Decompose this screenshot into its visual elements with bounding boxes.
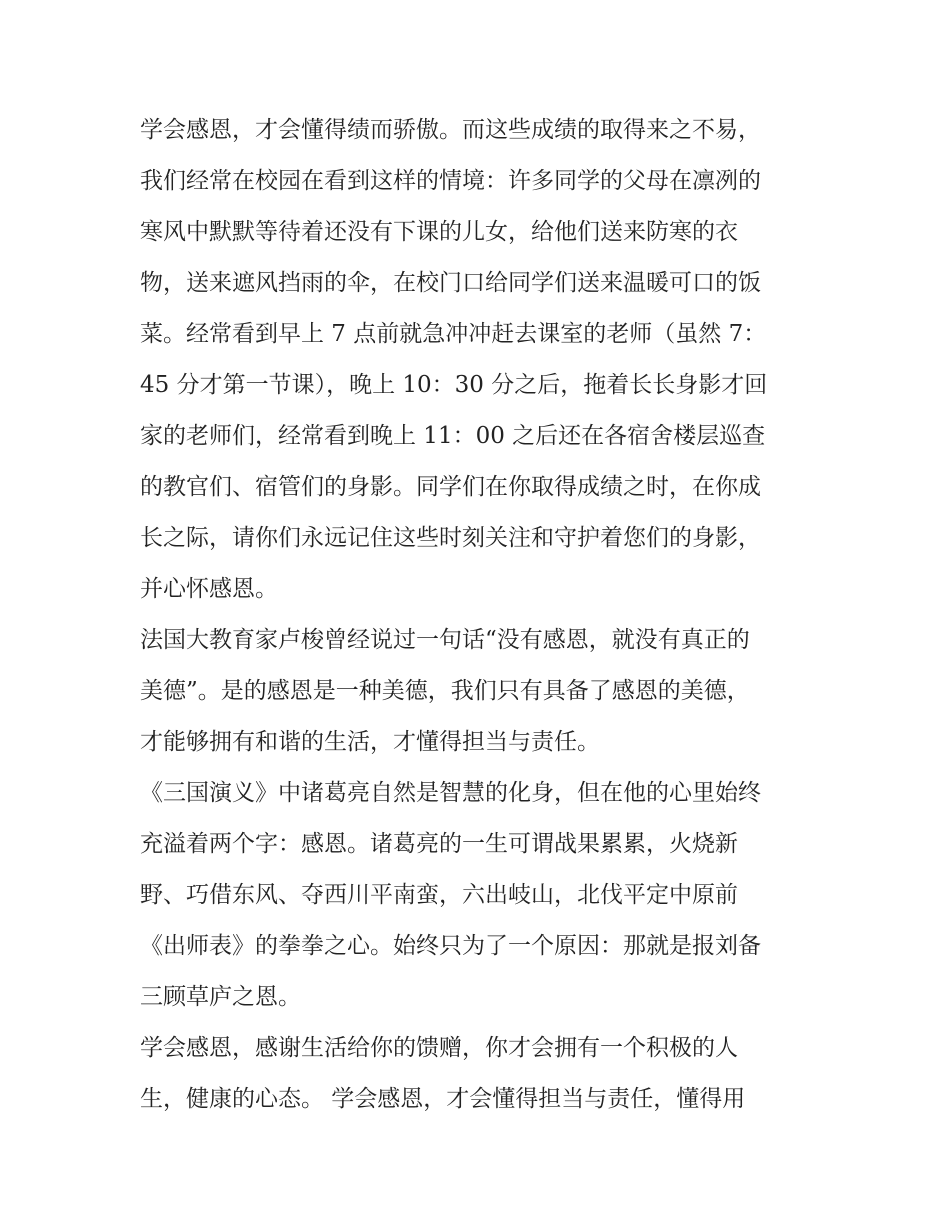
- text-line: 长之际，请你们永远记住这些时刻关注和守护着您们的身影，: [140, 525, 761, 551]
- body-text: [140, 105, 830, 1125]
- text-line: 《出师表》的拳拳之心。始终只为了一个原因：那就是报刘备: [140, 933, 761, 959]
- text-line: 充溢着两个字：感恩。诸葛亮的一生可谓战果累累，火烧新: [140, 831, 738, 857]
- text-line: 生，健康的心态。 学会感恩，才会懂得担当与责任，懂得用: [140, 1086, 746, 1112]
- text-line: 学会感恩，感谢生活给你的馈赠，你才会拥有一个积极的人: [140, 1035, 738, 1061]
- text-line: 野、巧借东风、夺西川平南蛮，六出岐山，北伐平定中原前: [140, 882, 738, 908]
- text-line: 并心怀感恩。: [140, 576, 278, 602]
- text-line: 寒风中默默等待着还没有下课的儿女，给他们送来防寒的衣: [140, 219, 738, 245]
- text-line: 《三国演义》中诸葛亮自然是智慧的化身，但在他的心里始终: [140, 780, 761, 806]
- text-line: 家的老师们，经常看到晚上 11：00 之后还在各宿舍楼层巡查: [140, 423, 766, 449]
- text-line: 菜。经常看到早上 7 点前就急冲冲赶去课室的老师（虽然 7：: [140, 321, 767, 347]
- text-line: 我们经常在校园在看到这样的情境：许多同学的父母在凛冽的: [140, 168, 761, 194]
- text-line: 三顾草庐之恩。: [140, 984, 301, 1010]
- text-line: 的教官们、宿管们的身影。同学们在你取得成绩之时，在你成: [140, 474, 761, 500]
- text-line: 物，送来遮风挡雨的伞，在校门口给同学们送来温暖可口的饭: [140, 270, 761, 296]
- text-line: 法国大教育家卢梭曾经说过一句话“没有感恩，就没有真正的: [140, 627, 750, 653]
- text-line: 才能够拥有和谐的生活，才懂得担当与责任。: [140, 729, 600, 755]
- text-line: 学会感恩，才会懂得绩而骄傲。而这些成绩的取得来之不易，: [140, 117, 761, 143]
- text-line: 美德”。是的感恩是一种美德，我们只有具备了感恩的美德，: [140, 678, 750, 704]
- text-line: 45 分才第一节课），晚上 10：30 分之后，拖着长长身影才回: [140, 372, 768, 398]
